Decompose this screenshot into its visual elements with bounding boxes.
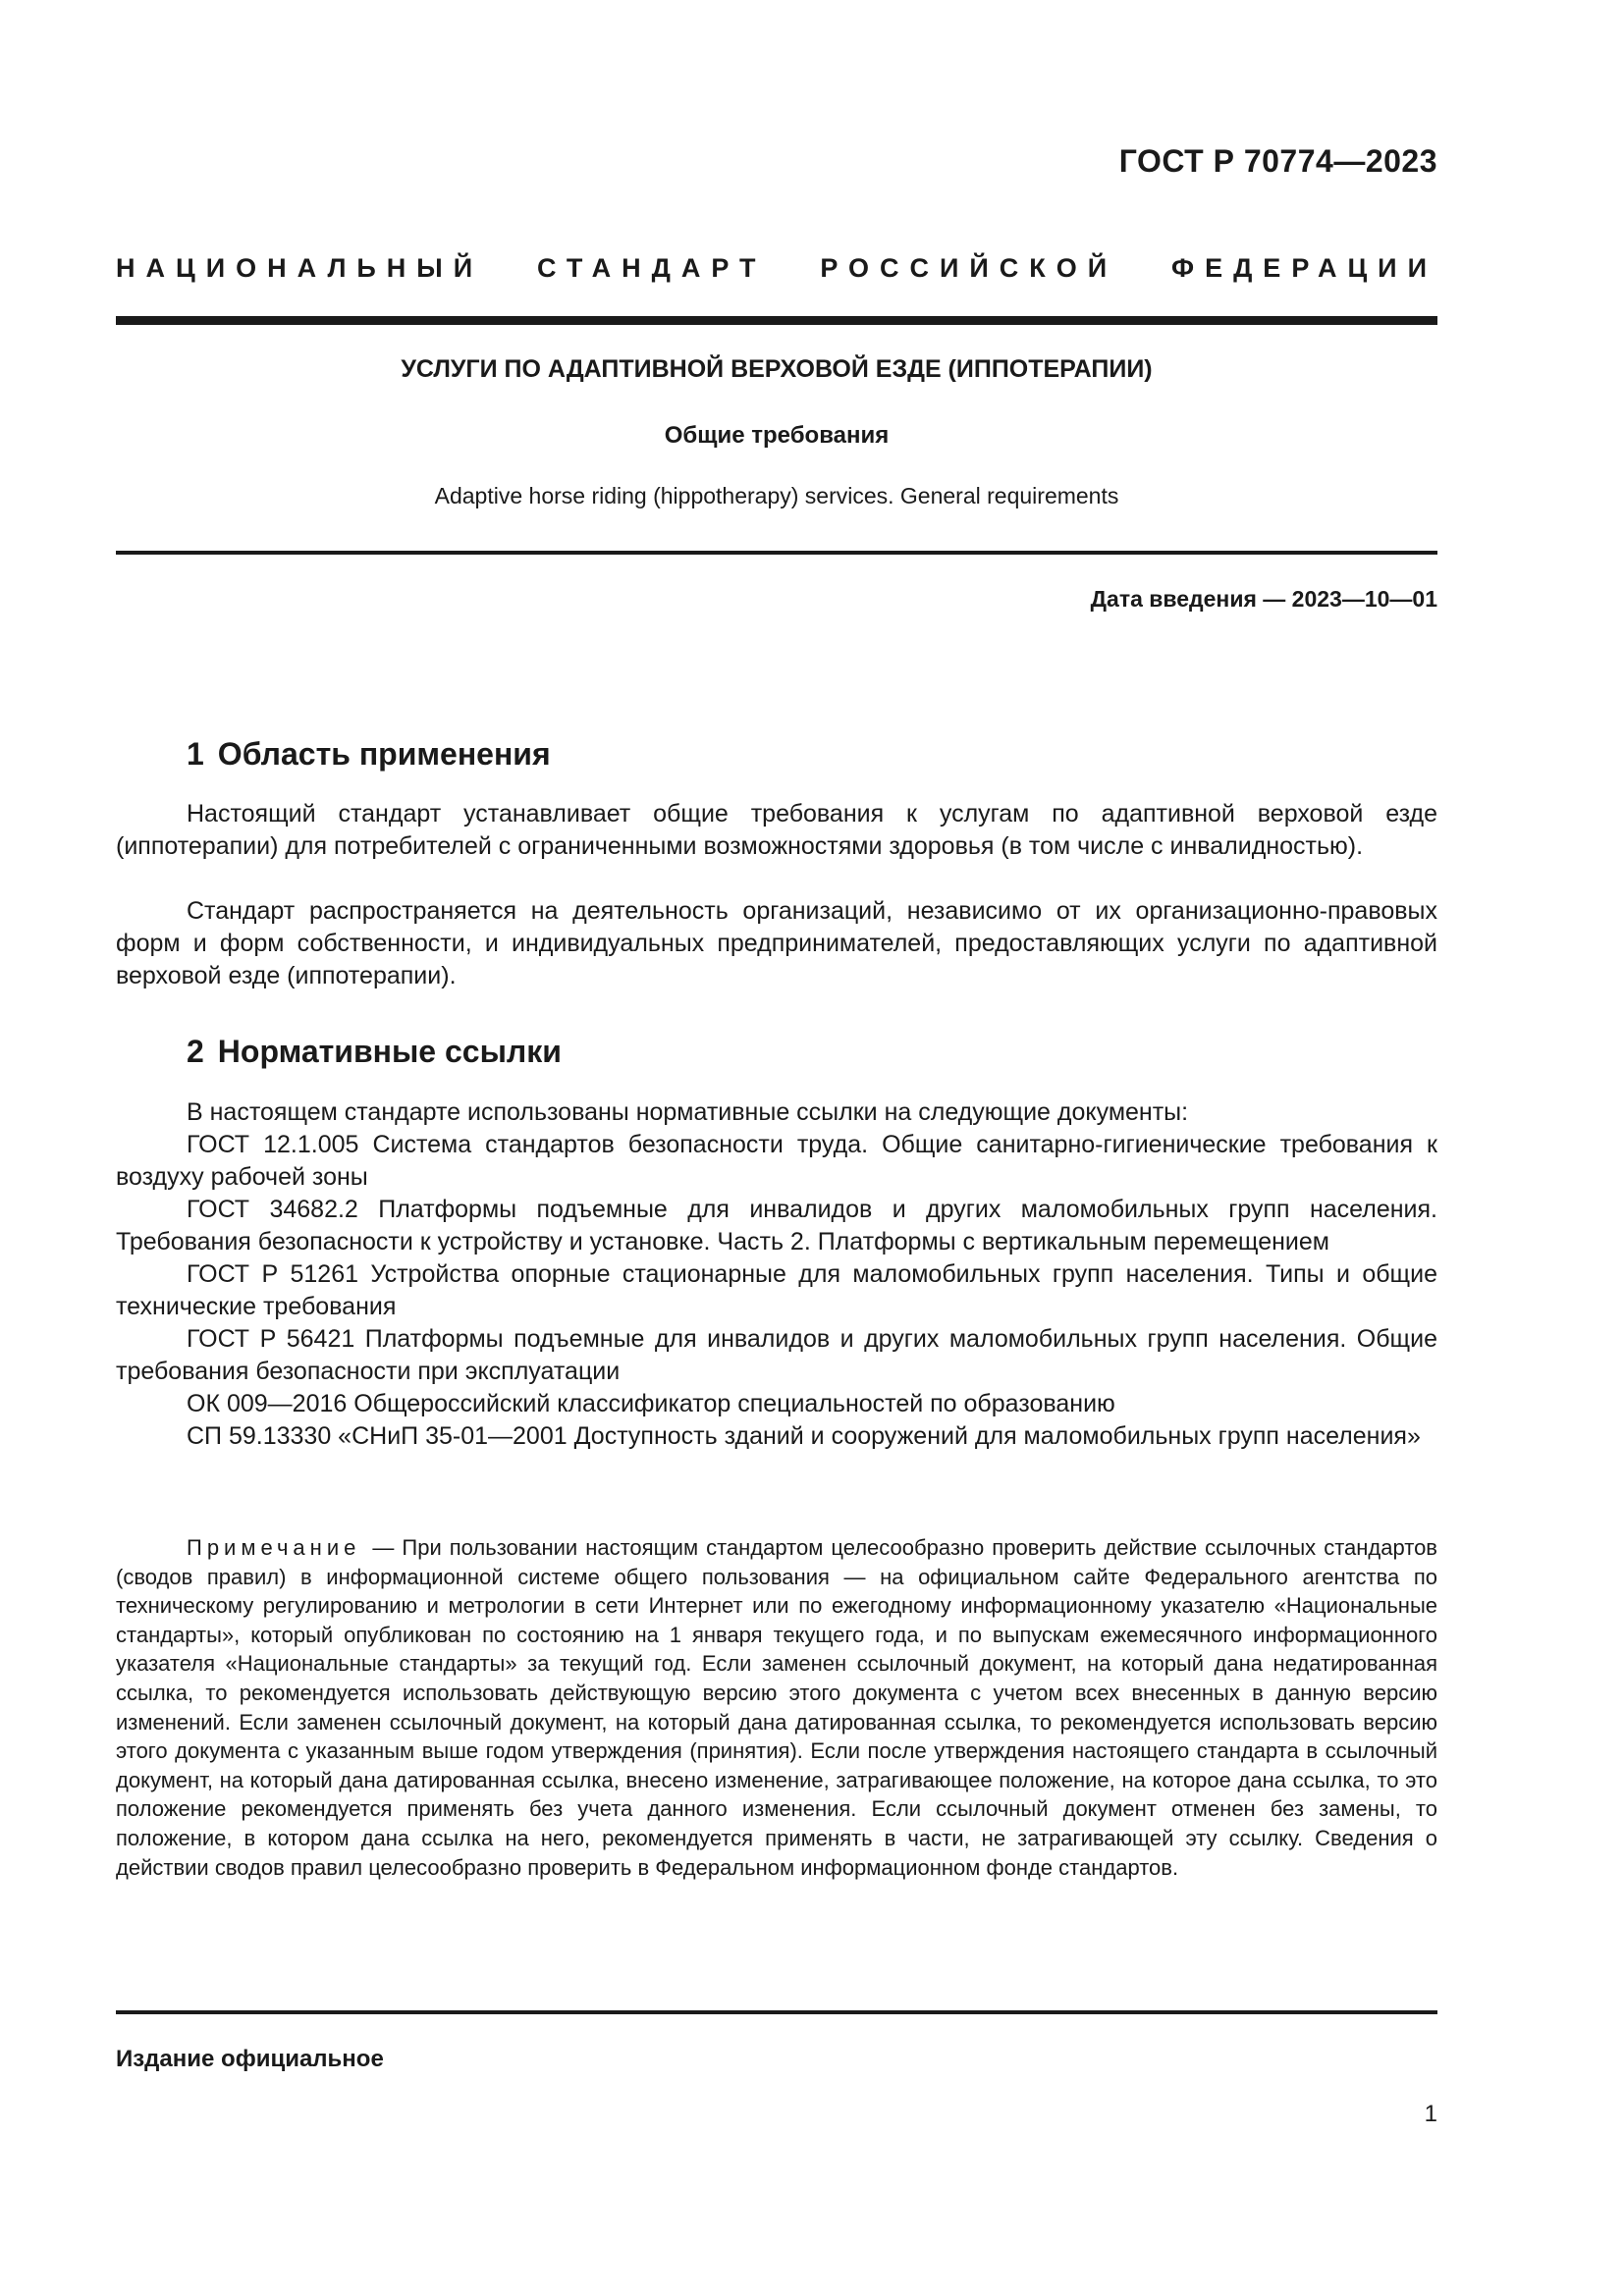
section-1-paragraph-1: Настоящий стандарт устанавливает общие требования к услугам по адаптивной верховой езде (иппотерапии) для потребителей с ограниченными возможностями здоровья (в том числе с инвалидностью).	[116, 800, 1437, 860]
section-1-paragraph-2: Стандарт распространяется на деятельность организаций, независимо от их организационно-правовых форм и форм собственности, и индивидуальных предпринимателей, предоставляющих услуги по адаптивной верховой езде (иппотерапии).	[116, 897, 1437, 989]
title-divider	[116, 551, 1437, 555]
reference-item-gost-34682-2: ГОСТ 34682.2 Платформы подъемные для инвалидов и других маломобильных групп населения. Требования безопасности к устройству и установке. Часть 2. Платформы с вертикальным перемещением	[116, 1196, 1437, 1255]
section-2-number: 2	[187, 1034, 204, 1069]
reference-item-gost-r-51261: ГОСТ Р 51261 Устройства опорные стационарные для маломобильных групп населения. Типы и общие технические требования	[116, 1260, 1437, 1320]
section-2-title: Нормативные ссылки	[217, 1034, 562, 1069]
references-note	[116, 1533, 1437, 1882]
document-title: УСЛУГИ ПО АДАПТИВНОЙ ВЕРХОВОЙ ЕЗДЕ (ИППОТЕРАПИИ)	[401, 355, 1153, 383]
document-subtitle: Общие требования	[664, 422, 890, 449]
footer-divider	[116, 2010, 1437, 2014]
normative-references-list	[116, 1096, 1437, 1453]
header-divider	[116, 316, 1437, 325]
reference-item-sp-59-13330: СП 59.13330 «СНиП 35-01—2001 Доступность зданий и сооружений для маломобильных групп населения»	[187, 1422, 1421, 1450]
reference-item-gost-r-56421: ГОСТ Р 56421 Платформы подъемные для инвалидов и других маломобильных групп населения. Общие требования безопасности при эксплуатации	[116, 1325, 1437, 1385]
reference-item-ok-009-2016: ОК 009—2016 Общероссийский классификатор специальностей по образованию	[187, 1390, 1115, 1417]
note-text: — При пользовании настоящим стандартом целесообразно проверить действие ссылочных стандартов (сводов правил) в информационной системе общего пользования — на официальном сайте Федерального агентства по техническому регулированию и метрологии в сети Интернет или по ежегодному информационному указателю «Национальные стандарты», который опубликован по состоянию на 1 января текущего года, и по выпускам ежемесячного информационного указателя «Национальные стандарты» за текущий год. Если заменен ссылочный документ, на который дана недатированная ссылка, то рекомендуется использовать действующую версию этого документа с учетом всех внесенных в данную версию изменений. Если заменен ссылочный документ, на который дана датированная ссылка, то рекомендуется использовать версию этого документа с указанным выше годом утверждения (принятия). Если после утверждения настоящего стандарта в ссылочный документ, на который дана датированная ссылка, внесено изменение, затрагивающее положение, на которое дана ссылка, то это положение рекомендуется применять без учета данного изменения. Если ссылочный документ отменен без замены, то положение, в котором дана ссылка на него, рекомендуется применять в части, не затрагивающей эту ссылку. Сведения о действии сводов правил целесообразно проверить в Федеральном информационном фонде стандартов.	[116, 1535, 1437, 1880]
document-title-english: Adaptive horse riding (hippotherapy) services. General requirements	[434, 483, 1119, 508]
note-label: Примечание	[187, 1535, 361, 1560]
introduction-date: Дата введения — 2023—10—01	[1090, 586, 1437, 612]
references-intro: В настоящем стандарте использованы нормативные ссылки на следующие документы:	[187, 1098, 1189, 1126]
section-1-heading	[187, 736, 551, 773]
reference-item-gost-12-1-005: ГОСТ 12.1.005 Система стандартов безопасности труда. Общие санитарно-гигиенические требования к воздуху рабочей зоны	[116, 1131, 1437, 1191]
document-page	[116, 0, 1437, 2296]
official-edition-label: Издание официальное	[116, 2046, 384, 2072]
section-1-title: Область применения	[217, 736, 551, 772]
standard-number: ГОСТ Р 70774—2023	[1118, 143, 1437, 179]
page-number: 1	[1424, 2101, 1437, 2127]
section-2-heading	[187, 1034, 562, 1070]
national-standard-title: НАЦИОНАЛЬНЫЙ СТАНДАРТ РОССИЙСКОЙ ФЕДЕРАЦИИ	[116, 253, 1437, 283]
section-1-number: 1	[187, 736, 204, 772]
